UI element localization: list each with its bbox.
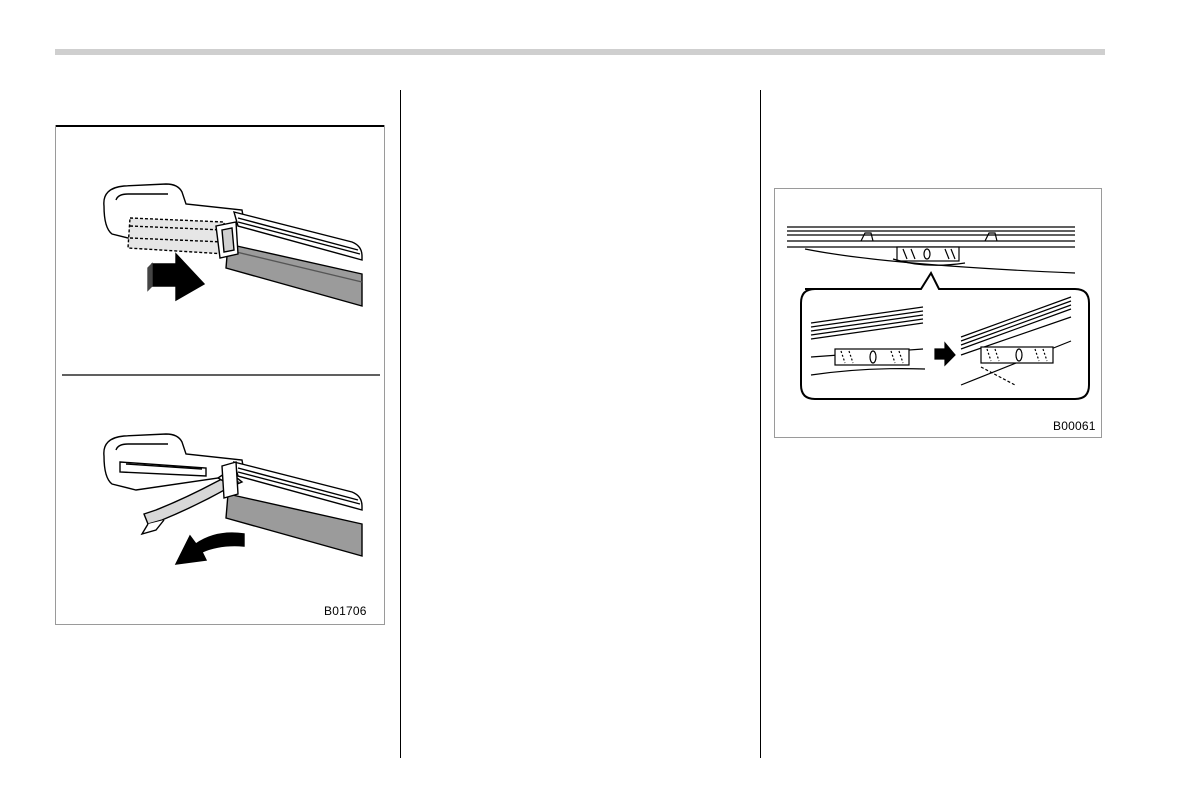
header-rule: [55, 49, 1105, 55]
figure-code: B01706: [324, 604, 367, 618]
column-divider-left: [400, 90, 401, 758]
column-divider-right: [760, 90, 761, 758]
wiper-blade-illustration: [56, 126, 384, 624]
figure-wiper-clip-detail: [774, 188, 1102, 438]
wiper-clip-illustration: [775, 189, 1101, 437]
figure-code: B00061: [1053, 419, 1096, 433]
figure-top-rule: [56, 125, 384, 127]
figure-wiper-blade-removal: [55, 125, 385, 625]
blade-peel-off-panel: [104, 434, 362, 564]
blade-slide-out-panel: [104, 184, 362, 306]
